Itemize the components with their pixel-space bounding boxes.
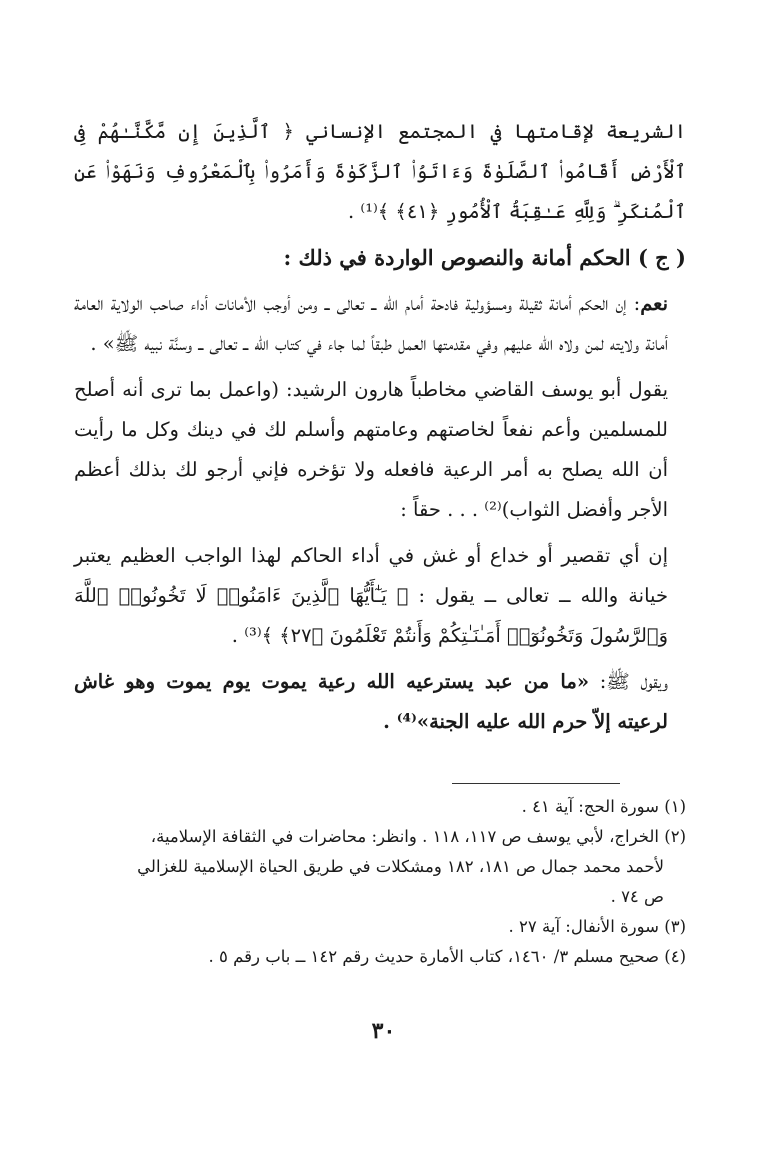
paragraph-5: [74, 662, 686, 742]
footnote-2-continuation-2: ص ٧٤ .: [610, 887, 664, 906]
footnote-1: (١) سورة الحج: آية ٤١ .: [521, 797, 686, 816]
page-number: ٣٠: [371, 1018, 396, 1044]
footnote-2-continuation-1: لأحمد محمد جمال ص ١٨١، ١٨٢ ومشكلات في طريق الحياة الإسلامية للغزالي: [137, 857, 664, 876]
section-heading: [74, 238, 686, 278]
footnote-4: (٤) صحيح مسلم ٣/ ١٤٦٠، كتاب الأمارة حديث رقم ١٤٢ ــ باب رقم ٥ .: [208, 947, 686, 966]
section-title: الحكم أمانة والنصوص الواردة في ذلك :: [283, 245, 631, 270]
footnote-2: (٢) الخراج، لأبي يوسف ص ١١٧، ١١٨ . وانظر: محاضرات في الثقافة الإسلامية،: [150, 827, 686, 846]
footnote-divider: [452, 783, 620, 784]
main-text: [74, 112, 686, 742]
hadith-quote: «ما من عبد يسترعيه الله رعية يموت يوم يموت وهو غاش لرعيته إلاّ حرم الله عليه الجنة»⁽⁴⁾ .: [74, 670, 668, 733]
paragraph-3: يقول أبو يوسف القاضي مخاطباً هارون الرشيد: (واعمل بما ترى أنه أصلح للمسلمين وأعم نفعاً لخاصتهم وعامتهم وأسلم لك في دينك وكل ما رأيت أن الله يصلح به أمر الرعية فافعله ولا تؤخره فإني أرجو لك بذلك أعظم الأجر وأفضل الثواب)⁽²⁾ . . . حقاً :: [74, 378, 668, 521]
footnotes: [74, 792, 686, 972]
paragraph-5-lead: ويقول ﷺ:: [599, 670, 668, 693]
paragraph-2-text: : إن الحكم أمانة ثقيلة ومسؤولية فادحة أمام الله ــ تعالى ــ ومن أوجب الأمانات أداء صاحب الولاية العامة أمانة ولايته لمن ولاه الله عليهم وفي مقدمتها العمل طبقاً لما جاء في كتاب الله ــ تعالى ــ وسنَّة نبيه ﷺ» .: [74, 292, 668, 355]
footnote-3: (٣) سورة الأنفال: آية ٢٧ .: [508, 917, 686, 936]
section-marker: ( ج ): [637, 245, 686, 270]
paragraph-2-lead: نعم: [640, 292, 668, 315]
paragraph-1: الشريعة لإقامتها في المجتمع الإنساني ﴿ ٱلَّذِينَ إِن مَّكَّنَّـٰهُمْ فِى ٱلْأَرْضِ أَقَامُوا۟ ٱلصَّلَوٰةَ وَءَاتَوُا۟ ٱلزَّكَوٰةَ وَأَمَرُوا۟ بِٱلْمَعْرُوفِ وَنَهَوْا۟ عَنِ ٱلْمُنكَرِ ۗ وَلِلَّهِ عَـٰقِبَةُ ٱلْأُمُورِ ﴿٤١﴾ ﴾⁽¹⁾ .: [74, 120, 686, 223]
paragraph-4: إن أي تقصير أو خداع أو غش في أداء الحاكم لهذا الواجب العظيم يعتبر خيانة والله ــ تعالى ــ يقول : ﴿ يَـٰٓأَيُّهَا ٱلَّذِينَ ءَامَنُوا۟ لَا تَخُونُوا۟ ٱللَّهَ وَٱلرَّسُولَ وَتَخُونُوٓا۟ أَمَـٰنَـٰتِكُمْ وَأَنتُمْ تَعْلَمُونَ ﴿٢٧﴾ ﴾⁽³⁾ .: [74, 544, 668, 647]
paragraph-2: [74, 284, 686, 364]
